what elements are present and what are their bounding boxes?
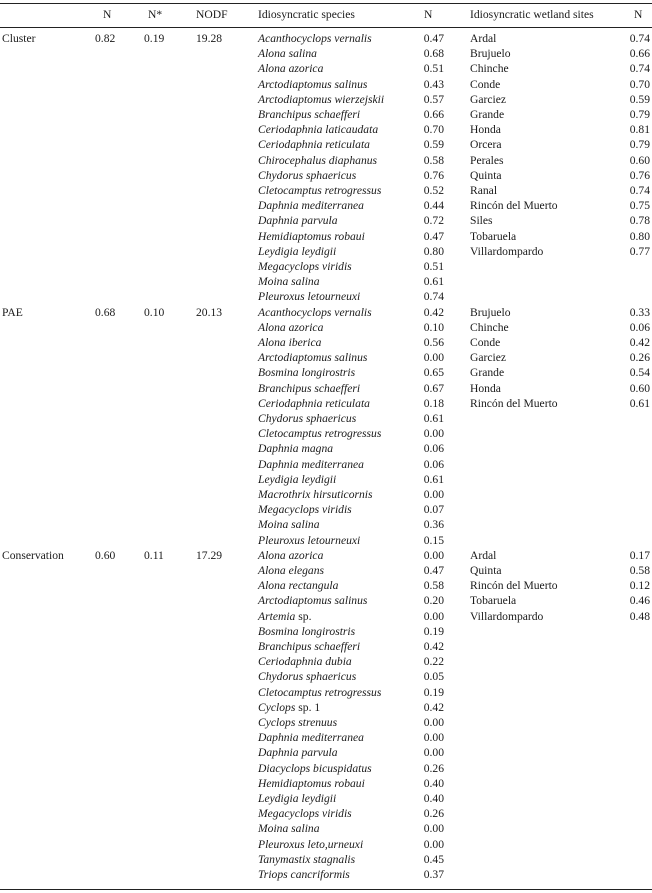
species-n-value: 0.20 [423, 594, 444, 607]
site-n-value: 0.33 [629, 306, 650, 319]
species-name [258, 350, 367, 365]
species-taxon: Arctodiaptomus salinus [258, 78, 368, 91]
species-taxon: Cletocamptus retrogressus [258, 184, 382, 197]
species-n-value: 0.76 [423, 169, 444, 182]
species-n-value: 0.00 [423, 610, 444, 623]
site-n-value: 0.78 [629, 214, 650, 227]
species-name [258, 31, 372, 46]
site-name: Grande [470, 366, 505, 379]
species-name [258, 700, 320, 715]
species-taxon: Ceriodaphnia dubia [258, 655, 352, 668]
species-taxon: Daphnia parvula [258, 746, 338, 759]
site-n-value: 0.59 [629, 93, 650, 106]
species-n-value: 0.06 [423, 442, 444, 455]
species-n-value: 0.37 [423, 868, 444, 881]
site-n-value: 0.76 [629, 169, 650, 182]
species-n-value: 0.51 [423, 260, 444, 273]
species-n-value: 0.74 [423, 290, 444, 303]
species-taxon: Pleuroxus letourneuxi [258, 534, 361, 547]
species-taxon: Cyclops [258, 701, 296, 714]
species-n-value: 0.19 [423, 686, 444, 699]
site-name: Quinta [470, 564, 502, 577]
species-n-value: 0.05 [423, 670, 444, 683]
group-nstar-value: 0.11 [144, 549, 164, 562]
species-name [258, 776, 365, 791]
species-name [258, 533, 360, 548]
species-n-value: 0.42 [423, 306, 444, 319]
species-taxon: Megacyclops viridis [258, 260, 352, 273]
species-taxon: Megacyclops viridis [258, 503, 352, 516]
site-name: Perales [470, 154, 504, 167]
species-n-value: 0.59 [423, 138, 444, 151]
species-name [258, 305, 372, 320]
site-name: Villardompardo [470, 245, 544, 258]
site-name: Tobaruela [470, 594, 517, 607]
site-n-value: 0.66 [629, 47, 650, 60]
species-n-value: 0.66 [423, 108, 444, 121]
species-n-value: 0.00 [423, 838, 444, 851]
species-taxon: Ceriodaphnia laticaudata [258, 123, 379, 136]
species-n-value: 0.00 [423, 746, 444, 759]
species-name [258, 593, 367, 608]
species-n-value: 0.42 [423, 640, 444, 653]
species-taxon: Alona rectangula [258, 579, 339, 592]
group-nodf-value: 17.29 [196, 549, 223, 562]
species-taxon: Daphnia mediterranea [258, 199, 364, 212]
species-n-value: 0.19 [423, 625, 444, 638]
site-n-value: 0.81 [629, 123, 650, 136]
species-name [258, 791, 336, 806]
species-n-value: 0.67 [423, 382, 444, 395]
species-n-value: 0.52 [423, 184, 444, 197]
site-name: Garciez [470, 93, 507, 106]
species-taxon: Chydorus sphaericus [258, 670, 357, 683]
species-name [258, 745, 338, 760]
species-name [258, 548, 323, 563]
species-n-value: 0.80 [423, 245, 444, 258]
species-name [258, 229, 365, 244]
site-name: Conde [470, 336, 501, 349]
species-taxon: Acanthocyclops vernalis [258, 32, 372, 45]
table-bottom-rule [0, 889, 652, 890]
site-n-value: 0.74 [629, 62, 650, 75]
species-n-value: 0.00 [423, 822, 444, 835]
species-name [258, 289, 360, 304]
species-n-value: 0.47 [423, 32, 444, 45]
species-taxon: Arctodiaptomus salinus [258, 351, 368, 364]
header-sites-n: N [634, 8, 643, 21]
species-taxon: Triops cancriformis [258, 868, 350, 881]
species-taxon: Daphnia magna [258, 442, 334, 455]
species-name [258, 61, 323, 76]
species-name [258, 137, 370, 152]
species-n-value: 0.26 [423, 762, 444, 775]
site-name: Brujuelo [470, 306, 511, 319]
species-name [258, 335, 321, 350]
species-taxon: Bosmina longirostris [258, 625, 356, 638]
species-name [258, 487, 373, 502]
group-nstar-value: 0.10 [144, 306, 165, 319]
species-n-value: 0.57 [423, 93, 444, 106]
site-name: Ardal [470, 549, 497, 562]
site-n-value: 0.75 [629, 199, 650, 212]
species-name [258, 472, 336, 487]
species-n-value: 0.58 [423, 579, 444, 592]
species-taxon: Branchipus schaefferi [258, 108, 361, 121]
species-name [258, 381, 360, 396]
site-name: Rincón del Muerto [470, 397, 558, 410]
header-species-n: N [424, 8, 433, 21]
species-name [258, 244, 336, 259]
species-taxon: Daphnia parvula [258, 214, 338, 227]
site-n-value: 0.79 [629, 108, 650, 121]
species-taxon: Chydorus sphaericus [258, 169, 357, 182]
header-idiosyncratic-species: Idiosyncratic species [258, 8, 355, 21]
site-name: Villardompardo [470, 610, 544, 623]
species-taxon: Hemidiaptomus robaui [258, 230, 365, 243]
species-name [258, 259, 352, 274]
species-name [258, 153, 377, 168]
species-taxon: Daphnia mediterranea [258, 458, 364, 471]
species-name [258, 867, 350, 882]
species-taxon: Megacyclops viridis [258, 807, 352, 820]
species-n-value: 0.22 [423, 655, 444, 668]
site-name: Conde [470, 78, 501, 91]
species-taxon: Alona elegans [258, 564, 325, 577]
site-name: Brujuelo [470, 47, 511, 60]
species-name [258, 852, 355, 867]
species-n-value: 0.06 [423, 458, 444, 471]
species-taxon: Moina salina [258, 822, 320, 835]
site-n-value: 0.48 [629, 610, 650, 623]
species-taxon: Branchipus schaefferi [258, 382, 361, 395]
site-n-value: 0.70 [629, 78, 650, 91]
species-n-value: 0.10 [423, 321, 444, 334]
group-n-value: 0.60 [95, 549, 116, 562]
species-name [258, 761, 372, 776]
species-name [258, 107, 360, 122]
species-taxon: Daphnia mediterranea [258, 731, 364, 744]
group-label: Cluster [2, 32, 36, 45]
species-qualifier: sp. 1 [295, 701, 321, 714]
species-n-value: 0.36 [423, 518, 444, 531]
site-n-value: 0.60 [629, 154, 650, 167]
site-name: Honda [470, 382, 501, 395]
species-name [258, 92, 384, 107]
species-taxon: Leydigia leydigii [258, 245, 337, 258]
site-name: Rincón del Muerto [470, 579, 558, 592]
species-taxon: Alona salina [258, 47, 317, 60]
species-name [258, 821, 320, 836]
site-name: Grande [470, 108, 505, 121]
species-taxon: Alona azorica [258, 321, 324, 334]
species-taxon: Moina salina [258, 275, 320, 288]
species-taxon: Chydorus sphaericus [258, 412, 357, 425]
site-n-value: 0.54 [629, 366, 650, 379]
species-n-value: 0.00 [423, 549, 444, 562]
species-name [258, 441, 333, 456]
species-name [258, 426, 381, 441]
species-name [258, 639, 360, 654]
group-n-value: 0.82 [95, 32, 116, 45]
species-taxon: Hemidiaptomus robaui [258, 777, 365, 790]
species-name [258, 654, 352, 669]
species-n-value: 0.00 [423, 731, 444, 744]
site-n-value: 0.74 [629, 32, 650, 45]
site-name: Chinche [470, 321, 509, 334]
species-n-value: 0.18 [423, 397, 444, 410]
species-taxon: Acanthocyclops vernalis [258, 306, 372, 319]
group-nstar-value: 0.19 [144, 32, 165, 45]
site-n-value: 0.79 [629, 138, 650, 151]
species-taxon: Ceriodaphnia reticulata [258, 397, 370, 410]
species-name [258, 46, 317, 61]
site-n-value: 0.17 [629, 549, 650, 562]
species-taxon: Pleuroxus letourneuxi [258, 290, 361, 303]
species-name [258, 715, 337, 730]
species-name [258, 457, 364, 472]
species-n-value: 0.40 [423, 792, 444, 805]
species-n-value: 0.68 [423, 47, 444, 60]
species-taxon: Arctodiaptomus wierzejskii [258, 93, 385, 106]
site-name: Chinche [470, 62, 509, 75]
species-name [258, 685, 381, 700]
species-n-value: 0.58 [423, 154, 444, 167]
species-qualifier: sp. [295, 610, 312, 623]
species-name [258, 396, 370, 411]
species-taxon: Cletocamptus retrogressus [258, 686, 382, 699]
header-idiosyncratic-sites: Idiosyncratic wetland sites [470, 8, 594, 21]
group-n-value: 0.68 [95, 306, 116, 319]
species-name [258, 806, 352, 821]
site-n-value: 0.77 [629, 245, 650, 258]
species-n-value: 0.47 [423, 564, 444, 577]
species-taxon: Tanymastix stagnalis [258, 853, 356, 866]
site-n-value: 0.42 [629, 336, 650, 349]
species-n-value: 0.61 [423, 275, 444, 288]
species-taxon: Ceriodaphnia reticulata [258, 138, 370, 151]
species-n-value: 0.70 [423, 123, 444, 136]
site-n-value: 0.61 [629, 397, 650, 410]
site-n-value: 0.06 [629, 321, 650, 334]
group-label: Conservation [2, 549, 64, 562]
species-name [258, 411, 356, 426]
species-n-value: 0.61 [423, 412, 444, 425]
species-n-value: 0.45 [423, 853, 444, 866]
header-nodf: NODF [196, 8, 228, 21]
species-taxon: Pleuroxus leto,urneuxi [258, 838, 364, 851]
header-nstar: N* [148, 8, 163, 21]
species-name [258, 365, 355, 380]
species-name [258, 183, 381, 198]
site-n-value: 0.46 [629, 594, 650, 607]
header-rule [0, 27, 652, 28]
group-nodf-value: 20.13 [196, 306, 223, 319]
species-taxon: Diacyclops bicuspidatus [258, 762, 372, 775]
site-name: Rincón del Muerto [470, 199, 558, 212]
table-top-rule [0, 3, 652, 4]
species-taxon: Bosmina longirostris [258, 366, 356, 379]
species-n-value: 0.07 [423, 503, 444, 516]
species-name [258, 837, 363, 852]
species-name [258, 77, 367, 92]
species-n-value: 0.72 [423, 214, 444, 227]
species-taxon: Moina salina [258, 518, 320, 531]
species-taxon: Artemia [258, 610, 296, 623]
site-name: Quinta [470, 169, 502, 182]
species-name [258, 563, 324, 578]
species-name [258, 517, 320, 532]
site-n-value: 0.26 [629, 351, 650, 364]
species-n-value: 0.43 [423, 78, 444, 91]
species-name [258, 502, 352, 517]
species-taxon: Alona azorica [258, 549, 324, 562]
species-n-value: 0.15 [423, 534, 444, 547]
site-n-value: 0.58 [629, 564, 650, 577]
site-name: Siles [470, 214, 493, 227]
site-n-value: 0.80 [629, 230, 650, 243]
species-n-value: 0.00 [423, 488, 444, 501]
species-n-value: 0.44 [423, 199, 444, 212]
species-name [258, 213, 338, 228]
species-n-value: 0.00 [423, 351, 444, 364]
species-n-value: 0.56 [423, 336, 444, 349]
species-taxon: Leydigia leydigii [258, 473, 337, 486]
site-n-value: 0.60 [629, 382, 650, 395]
species-n-value: 0.65 [423, 366, 444, 379]
species-taxon: Leydigia leydigii [258, 792, 337, 805]
species-n-value: 0.00 [423, 427, 444, 440]
species-taxon: Arctodiaptomus salinus [258, 594, 368, 607]
species-name [258, 274, 320, 289]
species-name [258, 609, 311, 624]
species-taxon: Chirocephalus diaphanus [258, 154, 378, 167]
species-name [258, 168, 356, 183]
site-name: Garciez [470, 351, 507, 364]
species-name [258, 198, 364, 213]
species-name [258, 669, 356, 684]
species-name [258, 578, 338, 593]
site-n-value: 0.74 [629, 184, 650, 197]
species-name [258, 122, 378, 137]
species-name [258, 730, 364, 745]
species-taxon: Macrothrix hirsuticornis [258, 488, 373, 501]
species-n-value: 0.47 [423, 230, 444, 243]
site-name: Ranal [470, 184, 498, 197]
species-n-value: 0.51 [423, 62, 444, 75]
species-n-value: 0.00 [423, 716, 444, 729]
species-name [258, 320, 323, 335]
species-n-value: 0.42 [423, 701, 444, 714]
species-taxon: Branchipus schaefferi [258, 640, 361, 653]
group-nodf-value: 19.28 [196, 32, 223, 45]
site-n-value: 0.12 [629, 579, 650, 592]
species-name [258, 624, 355, 639]
site-name: Orcera [470, 138, 502, 151]
species-n-value: 0.61 [423, 473, 444, 486]
header-n: N [103, 8, 112, 21]
species-n-value: 0.26 [423, 807, 444, 820]
site-name: Ardal [470, 32, 497, 45]
species-n-value: 0.40 [423, 777, 444, 790]
species-taxon: Cletocamptus retrogressus [258, 427, 382, 440]
group-label: PAE [2, 306, 23, 319]
species-taxon: Alona azorica [258, 62, 324, 75]
site-name: Tobaruela [470, 230, 517, 243]
site-name: Honda [470, 123, 501, 136]
species-taxon: Alona iberica [258, 336, 322, 349]
species-taxon: Cyclops strenuus [258, 716, 338, 729]
